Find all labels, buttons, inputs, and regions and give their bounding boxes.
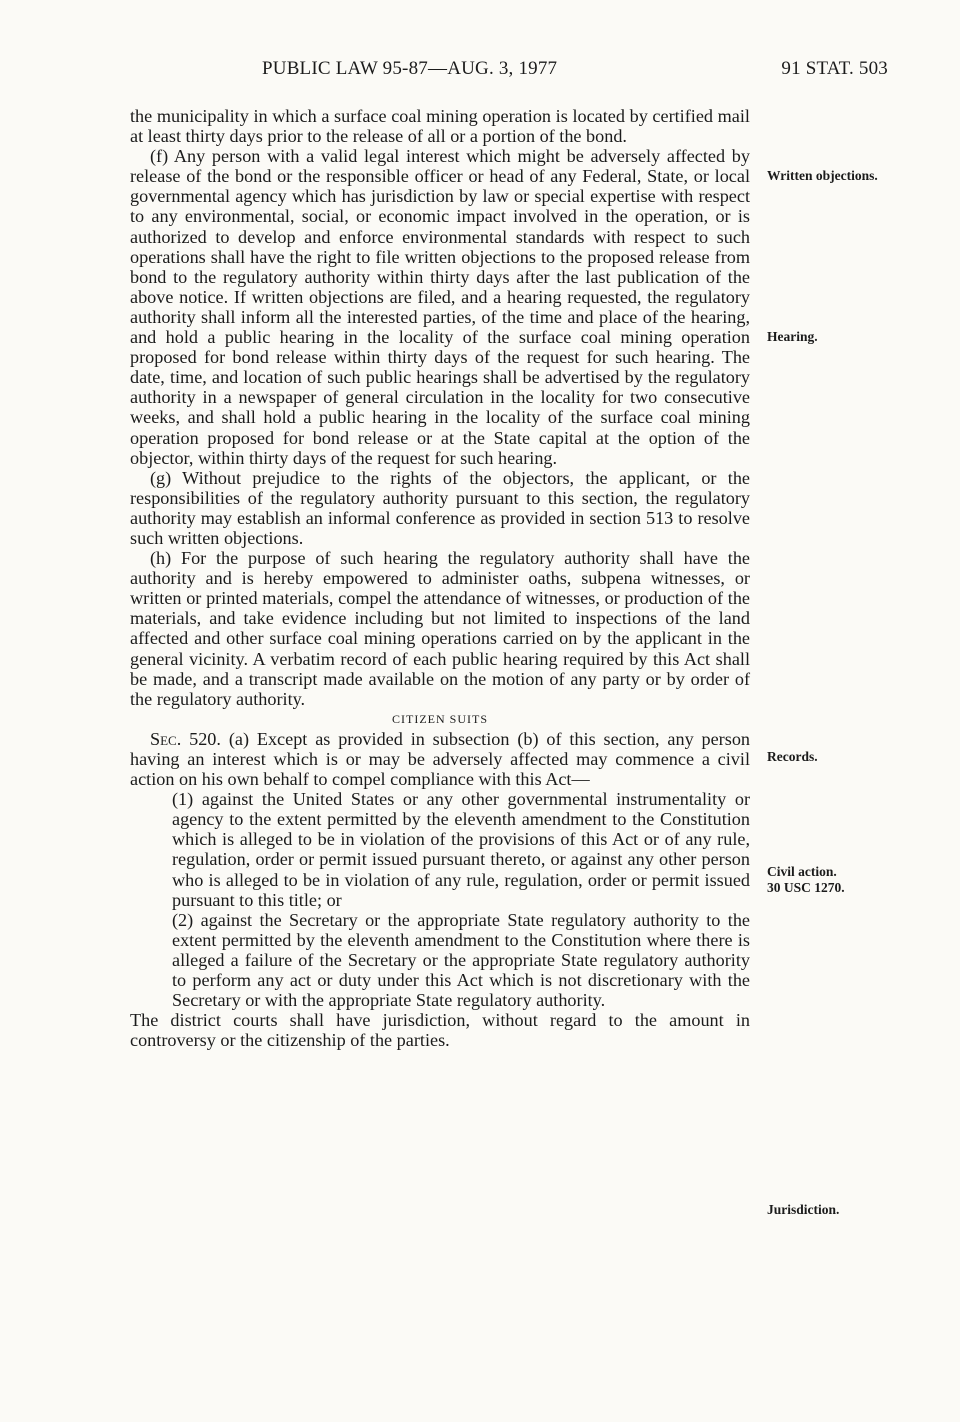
paragraph-f: (f) Any person with a valid legal interest which might be adversely affected by release of the bond or the responsible officer or head of any Federal, State, or local governmental agency which has jurisdiction by law or special expertise with respect to any environmental, social, or economic impact involved in the operation, or is authorized to develop and enforce environmental standards with respect to such operations shall have the right to file written objections to the proposed release from bond to the regulatory authority within thirty days after the last publication of the above notice. If written objections are filed, and a hearing requested, the regulatory authority shall inform all the interested parties, of the time and place of the hearing, and hold a public hearing in the locality of the surface coal mining operation proposed for bond release within thirty days of the request for such hearing. The date, time, and location of such public hearings shall be advertised by the regulatory authority in a newspaper of general circulation in the locality for two consecutive weeks, and shall hold a public hearing in the locality of the surface coal mining operation proposed for bond release or at the State capital at the option of the objector, within thirty days of the request for such hearing. (130, 146, 750, 468)
margin-note-hearing: Hearing. (767, 329, 818, 344)
section-label: Sec. 520. (150, 728, 221, 749)
paragraph-g: (g) Without prejudice to the rights of the objectors, the applicant, or the responsibilities of the regulatory authority pursuant to this section, the regulatory authority may establish an informal conference as provided in section 513 to resolve such written objections. (130, 467, 750, 548)
section-520-text: (a) Except as provided in subsection (b) of this section, any person having an interest which is or may be adversely affected may commence a civil action on his own behalf to compel compliance with this Act— (130, 728, 751, 790)
main-text-column (130, 106, 750, 1050)
section-520-paragraph (130, 729, 750, 789)
margin-note-written-objections: Written objections. (767, 168, 878, 183)
statute-page-number: 91 STAT. 503 (781, 58, 888, 79)
margin-note-usc: 30 USC 1270. (767, 880, 845, 895)
margin-note-records: Records. (767, 749, 818, 764)
margin-note-civil-action: Civil action. (767, 864, 837, 879)
running-header (130, 58, 890, 84)
section-heading: CITIZEN SUITS (392, 711, 488, 726)
paragraph-continuation: the municipality in which a surface coal mining operation is located by certified mail at least thirty days prior to the release of all or a portion of the bond. (130, 106, 750, 147)
paragraph-h: (h) For the purpose of such hearing the regulatory authority shall have the authority and is hereby empowered to administer oaths, subpena witnesses, or written or printed materials, compel the attendance of witnesses, or production of the materials, and take evidence including but not limited to inspections of the land affected and other surface coal mining operations carried on by the applicant in the general vicinity. A verbatim record of each public hearing required by this Act shall be made, and a transcript made available on the motion of any party or by order of the regulatory authority. (130, 548, 750, 709)
list-item-1 (130, 789, 750, 910)
list-item-2-text: (2) against the Secretary or the appropriate State regulatory authority to the extent permitted by the eleventh amendment to the Constitution where there is alleged a failure of the Secretary or the appropriate State regulatory authority to perform any act or duty under this Act which is not discretionary with the Secretary or with the appropriate State regulatory authority. (172, 909, 750, 1011)
margin-note-jurisdiction: Jurisdiction. (767, 1202, 840, 1217)
list-item-1-text: (1) against the United States or any other governmental instrumentality or agency to the extent permitted by the eleventh amendment to the Constitution which is alleged to be in violation of the provisions of this Act or of any rule, regulation, order or permit issued pursuant thereto, or against any other person who is alleged to be in violation of any rule, regulation, order or permit issued pursuant to this title; or (172, 789, 750, 910)
list-item-2 (130, 910, 750, 1010)
law-title: PUBLIC LAW 95-87—AUG. 3, 1977 (262, 58, 558, 79)
closing-paragraph: The district courts shall have jurisdiction, without regard to the amount in controversy or the citizenship of the parties. (130, 1010, 750, 1051)
